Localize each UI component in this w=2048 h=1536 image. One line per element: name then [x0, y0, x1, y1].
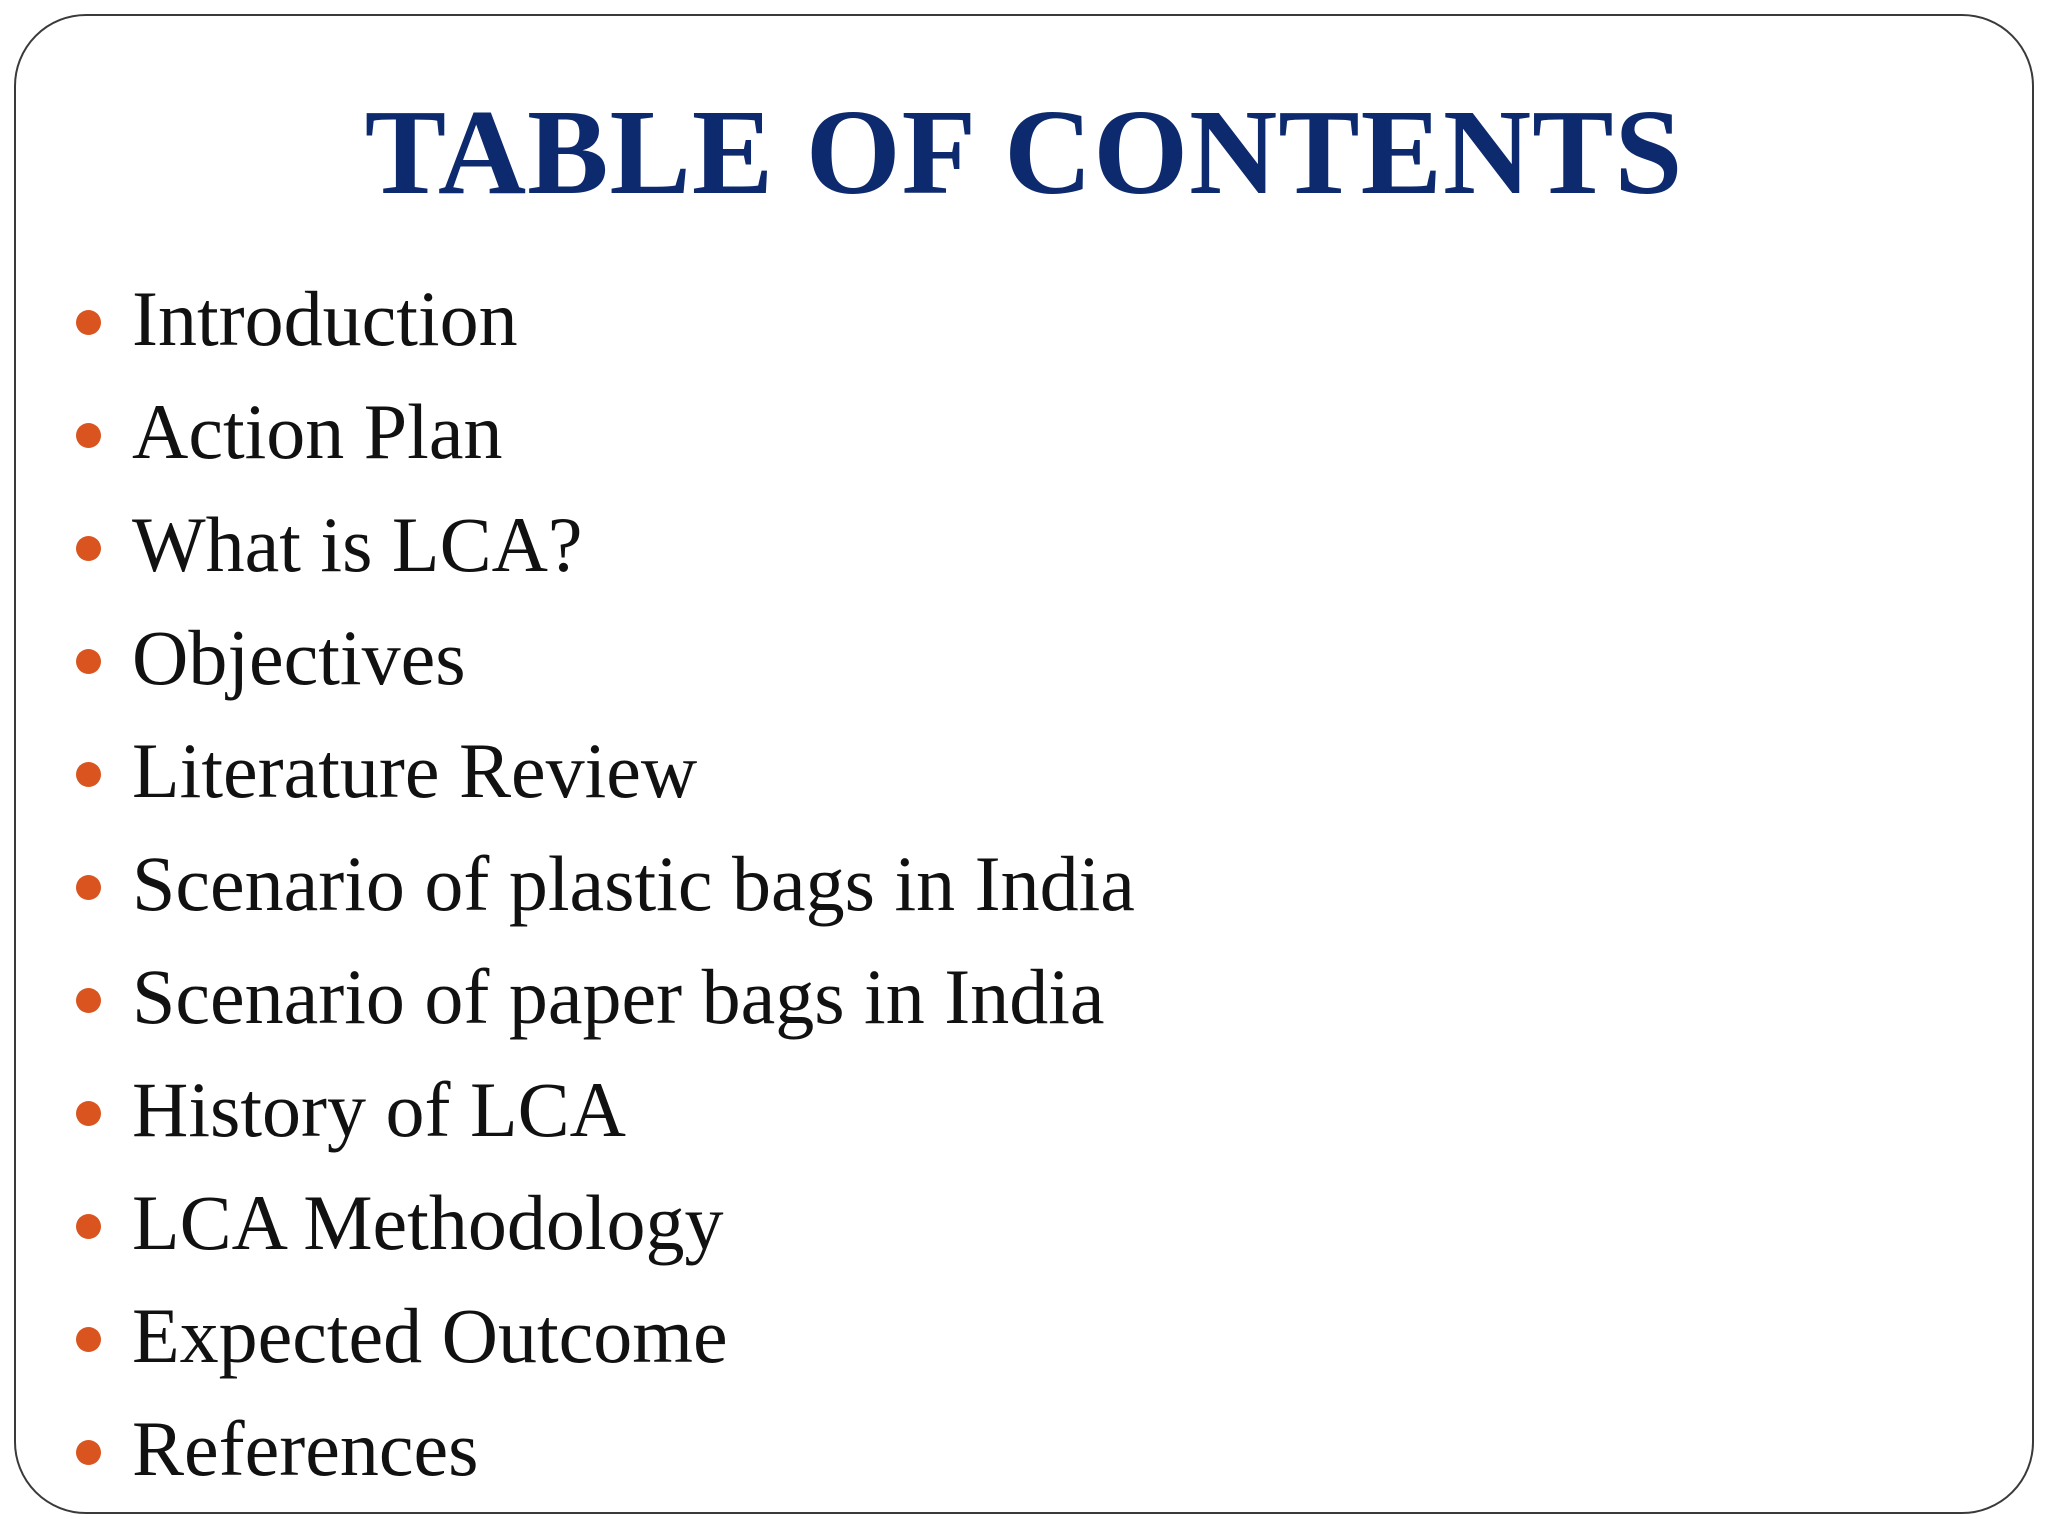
toc-item-label: References [132, 1405, 479, 1492]
bullet-dot-icon [76, 649, 101, 674]
toc-item-label: Objectives [132, 614, 466, 701]
page-title: TABLE OF CONTENTS [364, 85, 1684, 220]
toc-item-label: Scenario of plastic bags in India [132, 840, 1135, 927]
toc-item-label: LCA Methodology [132, 1179, 724, 1266]
bullet-dot-icon [76, 423, 101, 448]
toc-item-label: Scenario of paper bags in India [132, 953, 1105, 1040]
toc-item-label: Introduction [132, 275, 518, 362]
toc-item-label: Action Plan [132, 388, 503, 475]
bullet-dot-icon [76, 1101, 101, 1126]
toc-item-label: History of LCA [132, 1066, 626, 1153]
bullet-dot-icon [76, 875, 101, 900]
bullet-dot-icon [76, 988, 101, 1013]
bullet-dot-icon [76, 1440, 101, 1465]
bullet-dot-icon [76, 762, 101, 787]
toc-item-label: Literature Review [132, 727, 698, 814]
bullet-dot-icon [76, 310, 101, 335]
slide [14, 14, 2034, 1514]
toc-item-label: What is LCA? [132, 501, 583, 588]
toc-item-label: Expected Outcome [132, 1292, 728, 1379]
bullet-dot-icon [76, 1327, 101, 1352]
bullet-dot-icon [76, 536, 101, 561]
bullet-dot-icon [76, 1214, 101, 1239]
